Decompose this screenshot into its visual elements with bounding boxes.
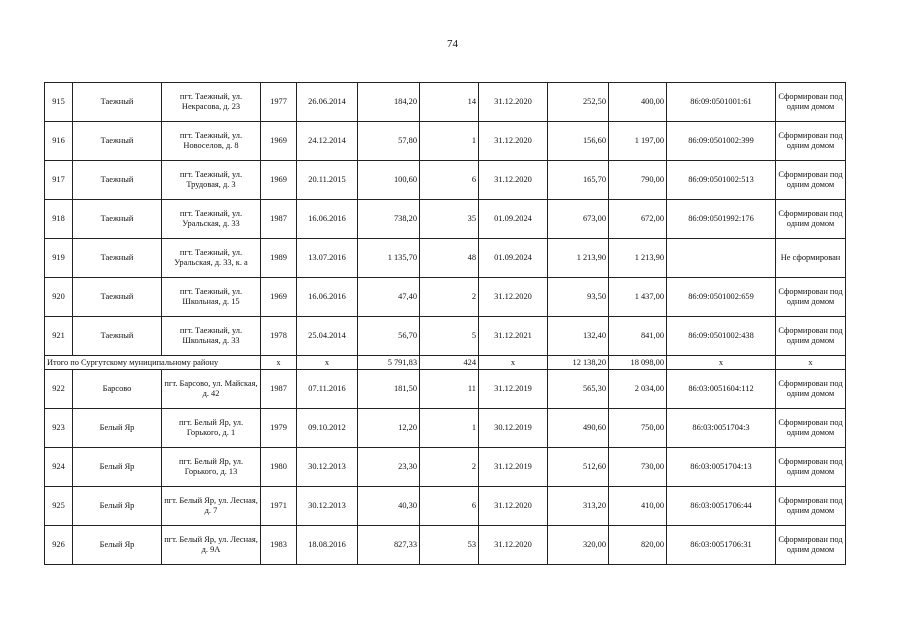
cadastral-number-cell: 86:03:0051704:3	[667, 409, 776, 448]
value2-cell: 2 034,00	[609, 370, 667, 409]
cadastral-number-cell: 86:03:0051604:112	[667, 370, 776, 409]
status-cell: Сформирован под одним домом	[776, 370, 846, 409]
status-cell: Сформирован под одним домом	[776, 83, 846, 122]
settlement-cell: Таежный	[73, 317, 162, 356]
cadastral-number-cell: 86:09:0501001:61	[667, 83, 776, 122]
row-number: 923	[45, 409, 73, 448]
area-cell: 827,33	[358, 526, 420, 565]
table-row	[45, 278, 846, 317]
date-cell: 16.06.2016	[297, 278, 358, 317]
residents-cell: 53	[420, 526, 479, 565]
year-cell: 1969	[261, 161, 297, 200]
cadastral-number-cell: 86:09:0501002:659	[667, 278, 776, 317]
value1-cell: 93,50	[548, 278, 609, 317]
deadline-cell: 31.12.2020	[479, 83, 548, 122]
area-cell: 100,60	[358, 161, 420, 200]
area-cell: 40,30	[358, 487, 420, 526]
deadline-cell: 31.12.2020	[479, 487, 548, 526]
area-cell: 181,50	[358, 370, 420, 409]
value1-cell: 565,30	[548, 370, 609, 409]
cadastral-number-cell: 86:09:0501002:399	[667, 122, 776, 161]
value1-cell: 512,60	[548, 448, 609, 487]
residents-cell: 6	[420, 161, 479, 200]
row-number: 919	[45, 239, 73, 278]
value2-cell: 730,00	[609, 448, 667, 487]
date-cell: 18.08.2016	[297, 526, 358, 565]
settlement-cell: Таежный	[73, 239, 162, 278]
settlement-cell: Барсово	[73, 370, 162, 409]
table-row	[45, 83, 846, 122]
total-deadline: x	[479, 356, 548, 370]
residents-cell: 35	[420, 200, 479, 239]
value1-cell: 673,00	[548, 200, 609, 239]
residents-cell: 14	[420, 83, 479, 122]
date-cell: 07.11.2016	[297, 370, 358, 409]
cadastral-number-cell: 86:09:0501002:438	[667, 317, 776, 356]
deadline-cell: 31.12.2020	[479, 526, 548, 565]
row-number: 924	[45, 448, 73, 487]
date-cell: 24.12.2014	[297, 122, 358, 161]
area-cell: 184,20	[358, 83, 420, 122]
year-cell: 1987	[261, 200, 297, 239]
deadline-cell: 31.12.2020	[479, 161, 548, 200]
row-number: 926	[45, 526, 73, 565]
status-cell: Сформирован под одним домом	[776, 200, 846, 239]
settlement-cell: Белый Яр	[73, 487, 162, 526]
value1-cell: 252,50	[548, 83, 609, 122]
year-cell: 1989	[261, 239, 297, 278]
total-area: 5 791,83	[358, 356, 420, 370]
area-cell: 1 135,70	[358, 239, 420, 278]
value2-cell: 790,00	[609, 161, 667, 200]
value1-cell: 1 213,90	[548, 239, 609, 278]
deadline-cell: 01.09.2024	[479, 239, 548, 278]
total-year: x	[261, 356, 297, 370]
row-number: 917	[45, 161, 73, 200]
cadastral-number-cell	[667, 239, 776, 278]
row-number: 920	[45, 278, 73, 317]
area-cell: 23,30	[358, 448, 420, 487]
settlement-cell: Белый Яр	[73, 409, 162, 448]
deadline-cell: 31.12.2019	[479, 448, 548, 487]
value2-cell: 820,00	[609, 526, 667, 565]
date-cell: 20.11.2015	[297, 161, 358, 200]
settlement-cell: Таежный	[73, 122, 162, 161]
residents-cell: 11	[420, 370, 479, 409]
status-cell: Сформирован под одним домом	[776, 409, 846, 448]
table-row	[45, 370, 846, 409]
table-body-top	[45, 83, 846, 356]
total-residents: 424	[420, 356, 479, 370]
year-cell: 1969	[261, 278, 297, 317]
address-cell: пгт. Таежный, ул. Уральская, д. 33	[162, 200, 261, 239]
settlement-cell: Таежный	[73, 278, 162, 317]
row-number: 918	[45, 200, 73, 239]
cadastral-number-cell: 86:03:0051704:13	[667, 448, 776, 487]
status-cell: Сформирован под одним домом	[776, 122, 846, 161]
cadastral-number-cell: 86:09:0501992:176	[667, 200, 776, 239]
area-cell: 56,70	[358, 317, 420, 356]
table-body-bottom	[45, 370, 846, 565]
value1-cell: 320,00	[548, 526, 609, 565]
value2-cell: 750,00	[609, 409, 667, 448]
value1-cell: 165,70	[548, 161, 609, 200]
address-cell: пгт. Таежный, ул. Уральская, д. 33, к. а	[162, 239, 261, 278]
table-row	[45, 448, 846, 487]
status-cell: Не сформирован	[776, 239, 846, 278]
row-number: 922	[45, 370, 73, 409]
date-cell: 25.04.2014	[297, 317, 358, 356]
total-label: Итого по Сургутскому муниципальному району	[45, 356, 261, 370]
address-cell: пгт. Таежный, ул. Новоселов, д. 8	[162, 122, 261, 161]
value1-cell: 132,40	[548, 317, 609, 356]
housing-registry-table	[44, 82, 846, 565]
cadastral-number-cell: 86:09:0501002:513	[667, 161, 776, 200]
value1-cell: 313,20	[548, 487, 609, 526]
row-number: 921	[45, 317, 73, 356]
row-number: 915	[45, 83, 73, 122]
year-cell: 1979	[261, 409, 297, 448]
settlement-cell: Белый Яр	[73, 526, 162, 565]
address-cell: пгт. Таежный, ул. Трудовая, д. 3	[162, 161, 261, 200]
row-number: 916	[45, 122, 73, 161]
residents-cell: 1	[420, 122, 479, 161]
area-cell: 47,40	[358, 278, 420, 317]
value2-cell: 400,00	[609, 83, 667, 122]
value1-cell: 490,60	[548, 409, 609, 448]
total-status: x	[776, 356, 846, 370]
date-cell: 30.12.2013	[297, 448, 358, 487]
residents-cell: 5	[420, 317, 479, 356]
address-cell: пгт. Барсово, ул. Майская, д. 42	[162, 370, 261, 409]
area-cell: 12,20	[358, 409, 420, 448]
residents-cell: 1	[420, 409, 479, 448]
table-row	[45, 200, 846, 239]
table-row	[45, 239, 846, 278]
year-cell: 1969	[261, 122, 297, 161]
area-cell: 738,20	[358, 200, 420, 239]
year-cell: 1977	[261, 83, 297, 122]
value2-cell: 1 197,00	[609, 122, 667, 161]
total-val2: 18 098,00	[609, 356, 667, 370]
deadline-cell: 01.09.2024	[479, 200, 548, 239]
total-val1: 12 138,20	[548, 356, 609, 370]
deadline-cell: 30.12.2019	[479, 409, 548, 448]
date-cell: 30.12.2013	[297, 487, 358, 526]
cadastral-number-cell: 86:03:0051706:44	[667, 487, 776, 526]
deadline-cell: 31.12.2020	[479, 278, 548, 317]
settlement-cell: Таежный	[73, 200, 162, 239]
year-cell: 1971	[261, 487, 297, 526]
cadastral-number-cell: 86:03:0051706:31	[667, 526, 776, 565]
value2-cell: 1 213,90	[609, 239, 667, 278]
status-cell: Сформирован под одним домом	[776, 448, 846, 487]
status-cell: Сформирован под одним домом	[776, 317, 846, 356]
date-cell: 26.06.2014	[297, 83, 358, 122]
total-cadastral: x	[667, 356, 776, 370]
residents-cell: 48	[420, 239, 479, 278]
value2-cell: 410,00	[609, 487, 667, 526]
date-cell: 13.07.2016	[297, 239, 358, 278]
table-total	[45, 356, 846, 370]
status-cell: Сформирован под одним домом	[776, 278, 846, 317]
table-row	[45, 487, 846, 526]
total-date: x	[297, 356, 358, 370]
residents-cell: 6	[420, 487, 479, 526]
table-row	[45, 317, 846, 356]
status-cell: Сформирован под одним домом	[776, 487, 846, 526]
date-cell: 16.06.2016	[297, 200, 358, 239]
value2-cell: 841,00	[609, 317, 667, 356]
deadline-cell: 31.12.2019	[479, 370, 548, 409]
deadline-cell: 31.12.2021	[479, 317, 548, 356]
address-cell: пгт. Белый Яр, ул. Лесная, д. 7	[162, 487, 261, 526]
settlement-cell: Белый Яр	[73, 448, 162, 487]
row-number: 925	[45, 487, 73, 526]
table-row	[45, 526, 846, 565]
total-row	[45, 356, 846, 370]
status-cell: Сформирован под одним домом	[776, 526, 846, 565]
year-cell: 1987	[261, 370, 297, 409]
address-cell: пгт. Белый Яр, ул. Лесная, д. 9А	[162, 526, 261, 565]
address-cell: пгт. Белый Яр, ул. Горького, д. 13	[162, 448, 261, 487]
address-cell: пгт. Белый Яр, ул. Горького, д. 1	[162, 409, 261, 448]
deadline-cell: 31.12.2020	[479, 122, 548, 161]
residents-cell: 2	[420, 278, 479, 317]
area-cell: 57,80	[358, 122, 420, 161]
page-number: 74	[447, 38, 458, 50]
address-cell: пгт. Таежный, ул. Школьная, д. 33	[162, 317, 261, 356]
settlement-cell: Таежный	[73, 161, 162, 200]
year-cell: 1983	[261, 526, 297, 565]
table-row	[45, 161, 846, 200]
year-cell: 1980	[261, 448, 297, 487]
table-row	[45, 409, 846, 448]
status-cell: Сформирован под одним домом	[776, 161, 846, 200]
value2-cell: 672,00	[609, 200, 667, 239]
residents-cell: 2	[420, 448, 479, 487]
date-cell: 09.10.2012	[297, 409, 358, 448]
table-row	[45, 122, 846, 161]
address-cell: пгт. Таежный, ул. Школьная, д. 15	[162, 278, 261, 317]
value1-cell: 156,60	[548, 122, 609, 161]
address-cell: пгт. Таежный, ул. Некрасова, д. 23	[162, 83, 261, 122]
value2-cell: 1 437,00	[609, 278, 667, 317]
year-cell: 1978	[261, 317, 297, 356]
settlement-cell: Таежный	[73, 83, 162, 122]
